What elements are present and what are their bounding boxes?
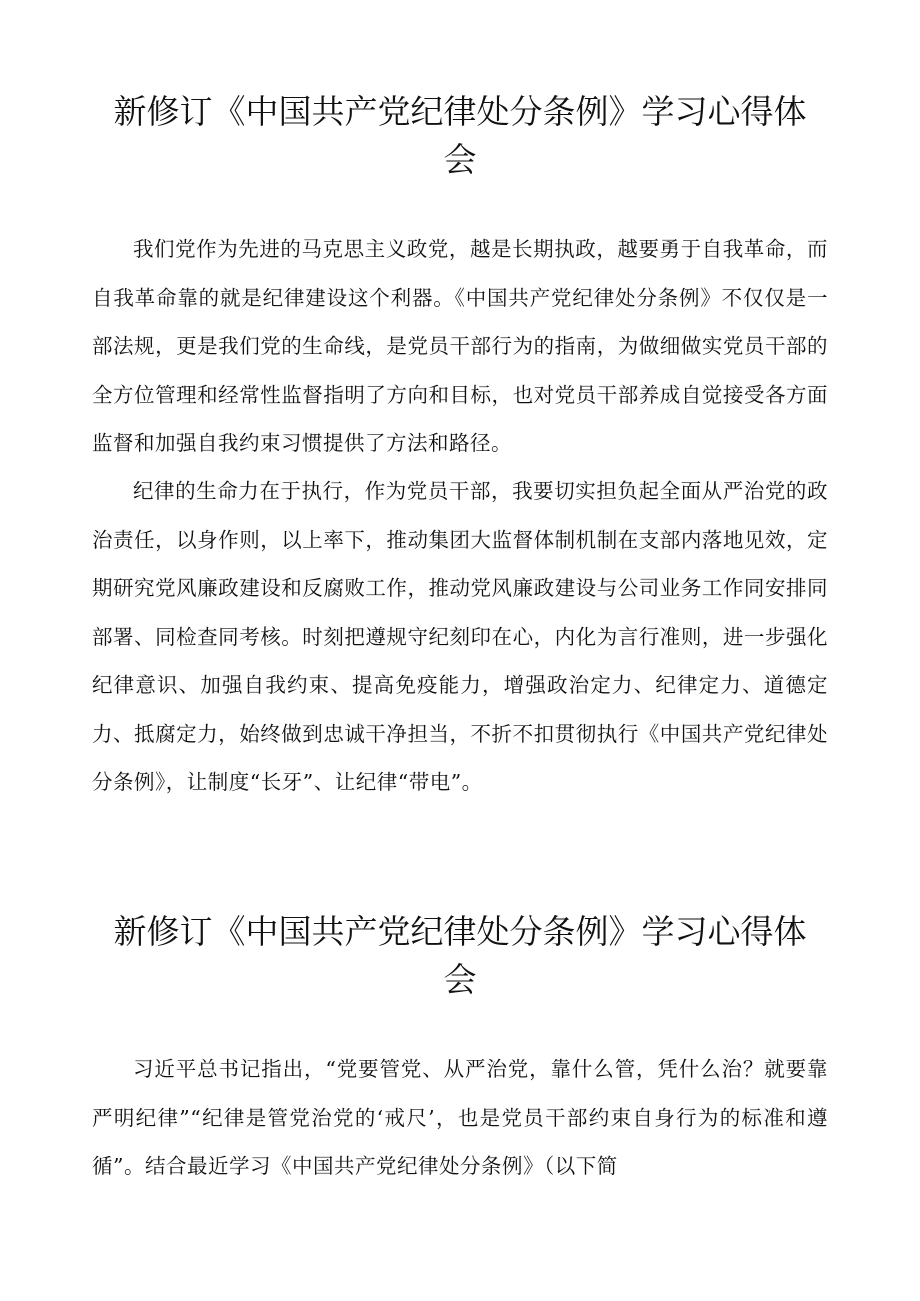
document-title: 新修订《中国共产党纪律处分条例》学习心得体会 bbox=[113, 92, 807, 179]
body-paragraph: 习近平总书记指出，“党要管党、从严治党，靠什么管，凭什么治？就要靠严明纪律”“纪律是管党治党的‘戒尺’，也是党员干部约束自身行为的标准和遵循”。结合最近学习《中国共产党纪律处分条例》（以下简 bbox=[92, 1057, 828, 1178]
document-title: 新修订《中国共产党纪律处分条例》学习心得体会 bbox=[113, 912, 807, 999]
body-paragraph: 我们党作为先进的马克思主义政党，越是长期执政，越要勇于自我革命，而自我革命靠的就是纪律建设这个利器。《中国共产党纪律处分条例》不仅仅是一部法规，更是我们党的生命线，是党员干部行为的指南，为做细做实党员干部的全方位管理和经常性监督指明了方向和目标，也对党员干部养成自觉接受各方面监督和加强自我约束习惯提供了方法和路径。 bbox=[92, 237, 828, 455]
body-paragraph: 纪律的生命力在于执行，作为党员干部，我要切实担负起全面从严治党的政治责任，以身作则，以上率下，推动集团大监督体制机制在支部内落地见效，定期研究党风廉政建设和反腐败工作，推动党风廉政建设与公司业务工作同安排同部署、同检查同考核。时刻把遵规守纪刻印在心，内化为言行准则，进一步强化纪律意识、加强自我约束、提高免疫能力，增强政治定力、纪律定力、道德定力、抵腐定力，始终做到忠诚干净担当，不折不扣贯彻执行《中国共产党纪律处分条例》，让制度“长牙”、让纪律“带电”。 bbox=[92, 479, 828, 794]
